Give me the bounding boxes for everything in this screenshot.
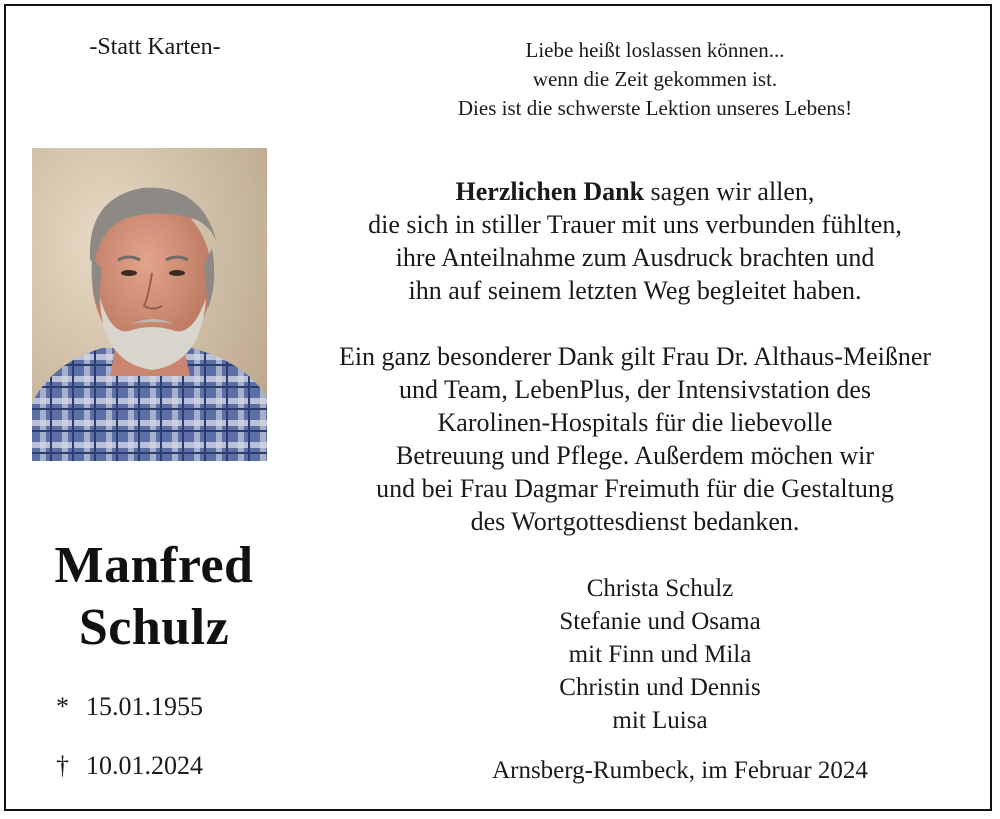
motto-line: Dies ist die schwerste Lektion unseres Lebens! bbox=[457, 96, 853, 120]
motto-line: wenn die Zeit gekommen ist. bbox=[532, 67, 778, 91]
mourner-line: Christin und Dennis bbox=[559, 674, 761, 701]
portrait-photo bbox=[32, 148, 267, 461]
deceased-name bbox=[18, 535, 290, 659]
deceased-last-name: Schulz bbox=[78, 599, 230, 656]
thanks-line: Ein ganz besonderer Dank gilt Frau Dr. Althaus-Meißner bbox=[338, 342, 932, 371]
thanks-line: des Wortgottesdienst bedanken. bbox=[470, 507, 800, 536]
birth-date-line bbox=[56, 692, 286, 722]
thanks-line: Betreuung und Pflege. Außerdem möchen wir bbox=[396, 441, 874, 470]
statt-karten-label: -Statt Karten- bbox=[89, 34, 221, 60]
thanks-line: Karolinen-Hospitals für die liebevolle bbox=[437, 408, 833, 437]
motto-quote bbox=[330, 36, 980, 123]
death-date-line bbox=[56, 751, 286, 781]
death-date: 10.01.2024 bbox=[86, 751, 203, 780]
thanks-text bbox=[280, 175, 990, 538]
thanks-line: und bei Frau Dagmar Freimuth für die Gestaltung bbox=[376, 474, 894, 503]
mourner-line: mit Luisa bbox=[612, 707, 708, 734]
thanks-intro-rest: sagen wir allen, bbox=[644, 177, 815, 206]
mourners-list bbox=[480, 572, 840, 737]
birth-star-icon: * bbox=[56, 692, 69, 721]
thanks-line: die sich in stiller Trauer mit uns verbunden fühlten, bbox=[368, 210, 902, 239]
mourner-line: Christa Schulz bbox=[586, 575, 734, 602]
motto-line: Liebe heißt loslassen können... bbox=[525, 38, 785, 62]
thanks-line: und Team, LebenPlus, der Intensivstation des bbox=[398, 375, 872, 404]
mourner-line: mit Finn und Mila bbox=[568, 641, 752, 668]
thanks-line bbox=[280, 175, 990, 208]
death-cross-icon: † bbox=[56, 751, 69, 780]
place-and-date: Arnsberg-Rumbeck, im Februar 2024 bbox=[492, 757, 868, 784]
thanks-bold-intro: Herzlichen Dank bbox=[455, 177, 645, 206]
thanks-line: ihn auf seinem letzten Weg begleitet haben. bbox=[408, 276, 862, 305]
deceased-first-name: Manfred bbox=[54, 537, 254, 594]
mourner-line: Stefanie und Osama bbox=[559, 608, 761, 635]
paragraph-gap bbox=[280, 307, 990, 340]
thanks-line: ihre Anteilnahme zum Ausdruck brachten und bbox=[395, 243, 875, 272]
birth-date: 15.01.1955 bbox=[86, 692, 203, 721]
